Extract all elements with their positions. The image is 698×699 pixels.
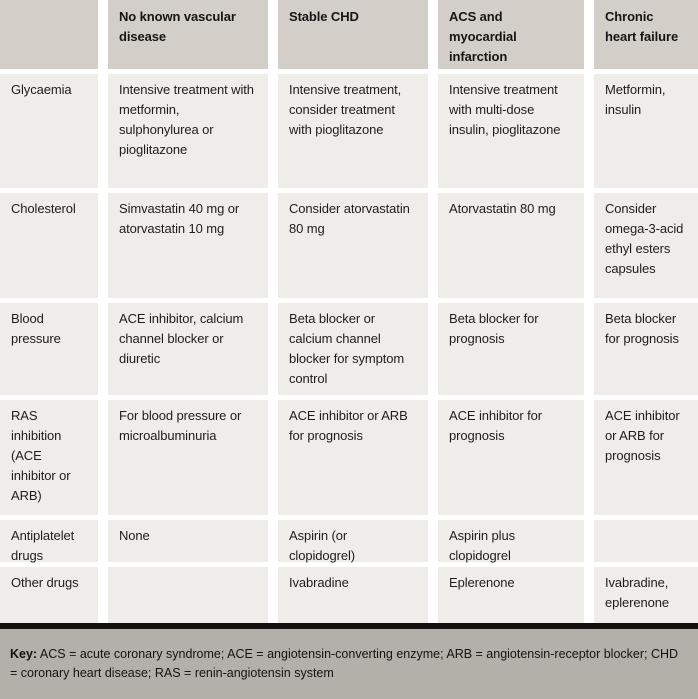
table-cell: Intensive treatment with metformin, sulphonylurea or pioglitazone <box>108 74 268 188</box>
table-cell: None <box>108 520 268 562</box>
table-cell: Beta blocker for prognosis <box>594 303 698 395</box>
table-cell: Consider atorvastatin 80 mg <box>278 193 428 298</box>
table-cell: ACE inhibitor for prognosis <box>438 400 584 515</box>
table-cell: Atorvastatin 80 mg <box>438 193 584 298</box>
row-label-ras-inhibition: RAS inhibition (ACE inhibitor or ARB) <box>0 400 98 515</box>
table-cell: Beta blocker for prognosis <box>438 303 584 395</box>
table-cell <box>108 567 268 623</box>
table-cell: Aspirin plus clopidogrel <box>438 520 584 562</box>
column-header-no-known-vascular-disease: No known vascular disease <box>108 0 268 69</box>
row-label-cholesterol: Cholesterol <box>0 193 98 298</box>
table-key-footnote <box>0 629 698 699</box>
table-cell: ACE inhibitor or ARB for prognosis <box>278 400 428 515</box>
row-label-glycaemia: Glycaemia <box>0 74 98 188</box>
column-header-acs-and-myocardial-infarction: ACS and myocardial infarction <box>438 0 584 69</box>
column-header-blank <box>0 0 98 69</box>
table-cell: Metformin, insulin <box>594 74 698 188</box>
table-cell: Consider omega-3-acid ethyl esters capsules <box>594 193 698 298</box>
table-cell: Simvastatin 40 mg or atorvastatin 10 mg <box>108 193 268 298</box>
table-cell: Intensive treatment with multi-dose insulin, pioglitazone <box>438 74 584 188</box>
table-cell: Beta blocker or calcium channel blocker for symptom control <box>278 303 428 395</box>
table-cell: ACE inhibitor or ARB for prognosis <box>594 400 698 515</box>
row-label-other-drugs: Other drugs <box>0 567 98 623</box>
table-cell: Intensive treatment, consider treatment with pioglitazone <box>278 74 428 188</box>
table-cell: Aspirin (or clopidogrel) <box>278 520 428 562</box>
table-cell: ACE inhibitor, calcium channel blocker or diuretic <box>108 303 268 395</box>
key-label: Key: <box>10 647 38 661</box>
row-label-blood-pressure: Blood pressure <box>0 303 98 395</box>
table-cell: For blood pressure or microalbuminuria <box>108 400 268 515</box>
table-cell: Eplerenone <box>438 567 584 623</box>
column-header-chronic-heart-failure: Chronic heart failure <box>594 0 698 69</box>
table-cell: Ivabradine <box>278 567 428 623</box>
table-cell <box>594 520 698 562</box>
column-header-stable-chd: Stable CHD <box>278 0 428 69</box>
key-text: ACS = acute coronary syndrome; ACE = angiotensin-converting enzyme; ARB = angiotensin-receptor blocker; CHD = coronary heart disease; RAS = renin-angiotensin system <box>10 647 679 680</box>
table-cell: Ivabradine, eplerenone <box>594 567 698 623</box>
row-label-antiplatelet-drugs: Antiplatelet drugs <box>0 520 98 562</box>
